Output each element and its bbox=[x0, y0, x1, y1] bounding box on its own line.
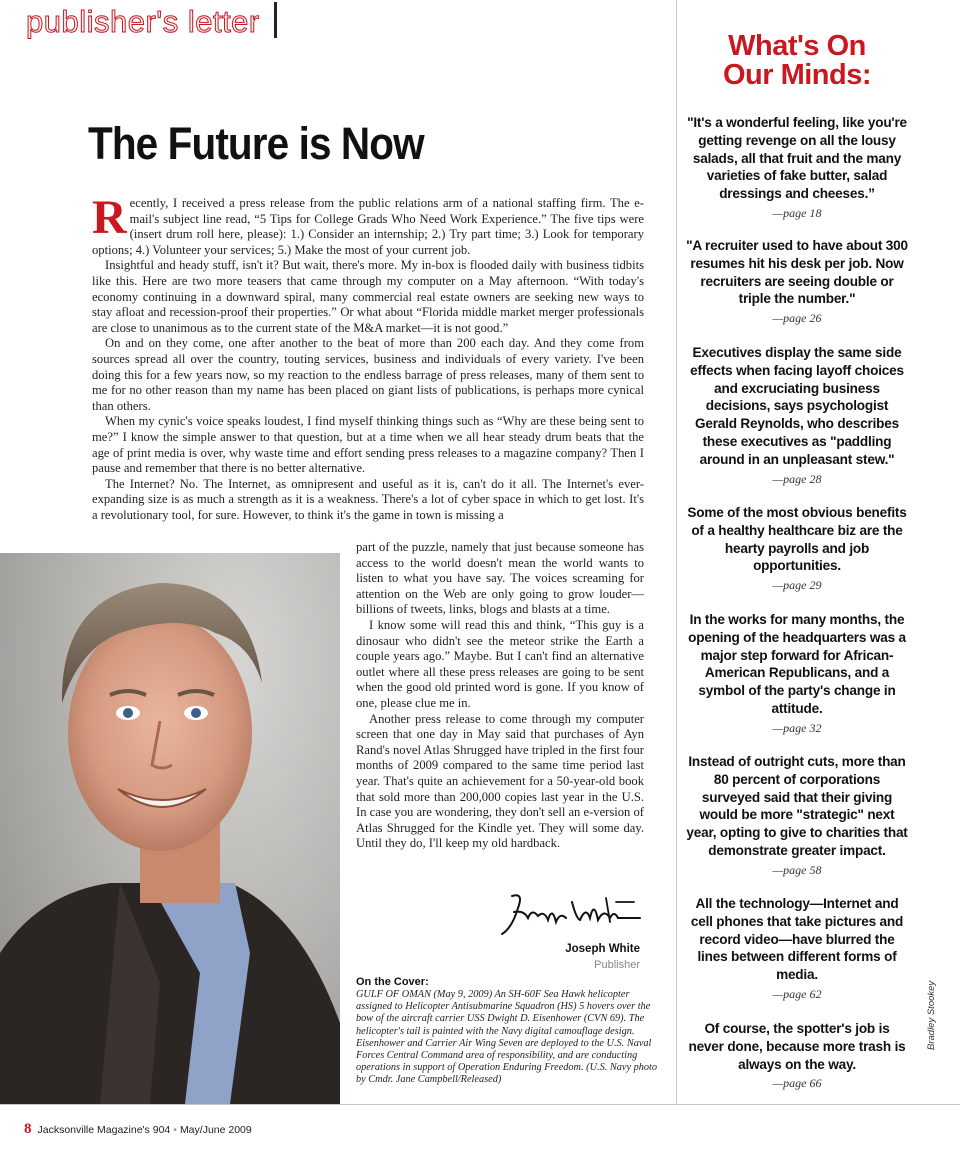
article-body-lower bbox=[356, 540, 644, 882]
sidebar-quote bbox=[686, 895, 908, 1002]
quote-page-ref: —page 62 bbox=[772, 986, 822, 1001]
signature-graphic bbox=[494, 888, 644, 940]
quote-text: Executives display the same side effects when facing layoff choices and excruciating business decisions, says psychologist Gerald Reynolds, who describes these executives as "paddling around in an unpleasant stew." bbox=[690, 345, 904, 467]
page-footer bbox=[24, 1121, 252, 1138]
sidebar-quote bbox=[686, 344, 908, 487]
column-divider bbox=[676, 0, 677, 1104]
quote-text: Of course, the spotter's job is never done, because more trash is always on the way. bbox=[688, 1021, 906, 1072]
sidebar-quote bbox=[686, 1020, 908, 1091]
cover-label: On the Cover: bbox=[356, 976, 429, 988]
publisher-photo bbox=[0, 553, 340, 1104]
article-paragraph: part of the puzzle, namely that just because someone has access to the world doesn't mean the world wants to listen to what you have say. The voices screaming for attention on the Web are only going to grow louder—billions of tweets, links, blogs and blasts at a time. bbox=[356, 540, 644, 617]
article-title: The Future is Now bbox=[88, 118, 424, 169]
quote-text: "It's a wonderful feeling, like you're getting revenge on all the lousy salads, all that fruit and the many varieties of fake butter, salad dressings and cheeses.” bbox=[687, 115, 907, 202]
article-paragraph: Recently, I received a press release from the public relations arm of a national staffing firm. The e-mail's subject line read, “5 Tips for College Grads Who Need Work Experience.” The five tips were (insert drum roll here, please): 1.) Consider an internship; 2.) Try part time; 3.) Look for temporary options; 4.) Volunteer your services; 5.) Make the most of your current job. bbox=[92, 196, 644, 257]
quote-text: Some of the most obvious benefits of a healthy healthcare biz are the hearty payrolls and job opportunities. bbox=[687, 505, 907, 574]
article-paragraph: When my cynic's voice speaks loudest, I find myself thinking things such as “Why are these being sent to me?” I know the simple answer to that question, but at a time when we all hear steady drum beats that the age of print media is over, why waste time and effort sending press releases to a magazine company? Then I pause and remember that there is no better alternative. bbox=[92, 414, 644, 476]
cover-caption: GULF OF OMAN (May 9, 2009) An SH-60F Sea Hawk helicopter assigned to Helicopter Antisubmarine Squadron (HS) 5 hovers over the bow of the aircraft carrier USS Dwight D. Eisenhower (CVN 69). The helicopter's tail is painted with the Navy digital camouflage design. Eisenhower and Carrier Air Wing Seven are deployed to the U.S. Naval Forces Central Command area of responsibility, and are conducting operations in support of Operation Enduring Freedom. (U.S. Navy photo by Cmdr. Jane Campbell/Released) bbox=[356, 989, 658, 1086]
sidebar-title-line: What's On bbox=[728, 30, 866, 62]
bottom-rule bbox=[0, 1104, 960, 1105]
quote-page-ref: —page 58 bbox=[772, 862, 822, 877]
quote-page-ref: —page 18 bbox=[772, 205, 822, 220]
sidebar-title-line: Our Minds: bbox=[722, 59, 872, 91]
quote-page-ref: —page 29 bbox=[772, 578, 822, 593]
section-label: publisher's letter bbox=[26, 4, 260, 39]
sidebar-title bbox=[676, 32, 918, 90]
sidebar-quote bbox=[686, 237, 908, 326]
quote-page-ref: —page 28 bbox=[772, 471, 822, 486]
quote-text: All the technology—Internet and cell phones that take pictures and record video—have blurred the lines between different forms of media. bbox=[690, 896, 904, 983]
signature-title: Publisher bbox=[594, 959, 640, 971]
article-paragraph: Insightful and heady stuff, isn't it? But wait, there's more. My in-box is flooded daily with business tidbits like this. Here are two more teasers that came through my computer on a May afternoon. “With today's economy continuing in a downward spiral, many commercial real estate owners are seeking new ways to stay afloat and recession-proof their properties.” Or what about “Florida middle market merger professionals are close to unanimous as to the current state of the M&A market—it is not good.” bbox=[92, 258, 644, 335]
section-divider bbox=[274, 2, 277, 38]
article-paragraph: On and on they come, one after another to the beat of more than 200 each day. And they come from sources spread all over the country, touting services, business and individuals of every variety. I've been doing this for a few years now, so my reaction to the endless barrage of press releases, many of them sent to me for no other reason than my name has been placed on giant lists of publications, is perhaps more cynical than others. bbox=[92, 336, 644, 413]
sidebar-quote bbox=[686, 504, 908, 593]
quote-page-ref: —page 66 bbox=[772, 1076, 822, 1091]
photo-credit: Bradley Stookey bbox=[926, 980, 937, 1050]
signature-name: Joseph White bbox=[565, 943, 640, 955]
page-number: 8 bbox=[24, 1121, 32, 1137]
article-body-upper bbox=[92, 196, 644, 541]
sidebar-quote bbox=[686, 611, 908, 736]
sidebar-quote bbox=[686, 114, 908, 221]
quote-text: In the works for many months, the opening of the headquarters was a major step forward for African-American Republicans, and a symbol of the party's change in attitude. bbox=[688, 612, 906, 716]
footer-separator: • bbox=[173, 1124, 177, 1136]
quote-text: Instead of outright cuts, more than 80 percent of corporations surveyed said that their giving would be more "strategic" next year, opting to give to charities that demonstrate greater impact. bbox=[686, 754, 908, 858]
article-paragraph: I know some will read this and think, “This guy is a dinosaur who didn't see the meteor strike the Earth a couple years ago.” Maybe. But I can't find an alternative outlet where all these press releases are going to be sent when the good old printed word is gone. If you know of one, please clue me in. bbox=[356, 617, 644, 710]
dropcap: R bbox=[92, 196, 127, 244]
issue-date: May/June 2009 bbox=[179, 1124, 252, 1136]
sidebar-quote bbox=[686, 753, 908, 878]
publication-name: Jacksonville Magazine's 904 bbox=[37, 1124, 171, 1136]
article-paragraph: The Internet? No. The Internet, as omnipresent and useful as it is, can't do it all. The Internet's ever-expanding size is as much a strength as it is a weakness. There's a lot of cyber space in which to get lost. It's a revolutionary tool, for sure. However, to think it's the game in town is missing a bbox=[92, 476, 644, 522]
quote-page-ref: —page 32 bbox=[772, 720, 822, 735]
quote-page-ref: —page 26 bbox=[772, 311, 822, 326]
quote-text: "A recruiter used to have about 300 resumes hit his desk per job. Now recruiters are seeing double or triple the number." bbox=[686, 238, 908, 307]
article-paragraph: Another press release to come through my computer screen that one day in May said that purchases of Ayn Rand's novel Atlas Shrugged have tripled in the first four months of 2009 compared to the same time period last year. That's quite an achievement for a 50-year-old book that sold more than 200,000 copies last year in the U.S. In case you are wondering, they don't sell an e-version of Atlas Shrugged for the Kindle yet. They will some day. Until they do, I'll keep my old hardback. bbox=[356, 711, 644, 851]
